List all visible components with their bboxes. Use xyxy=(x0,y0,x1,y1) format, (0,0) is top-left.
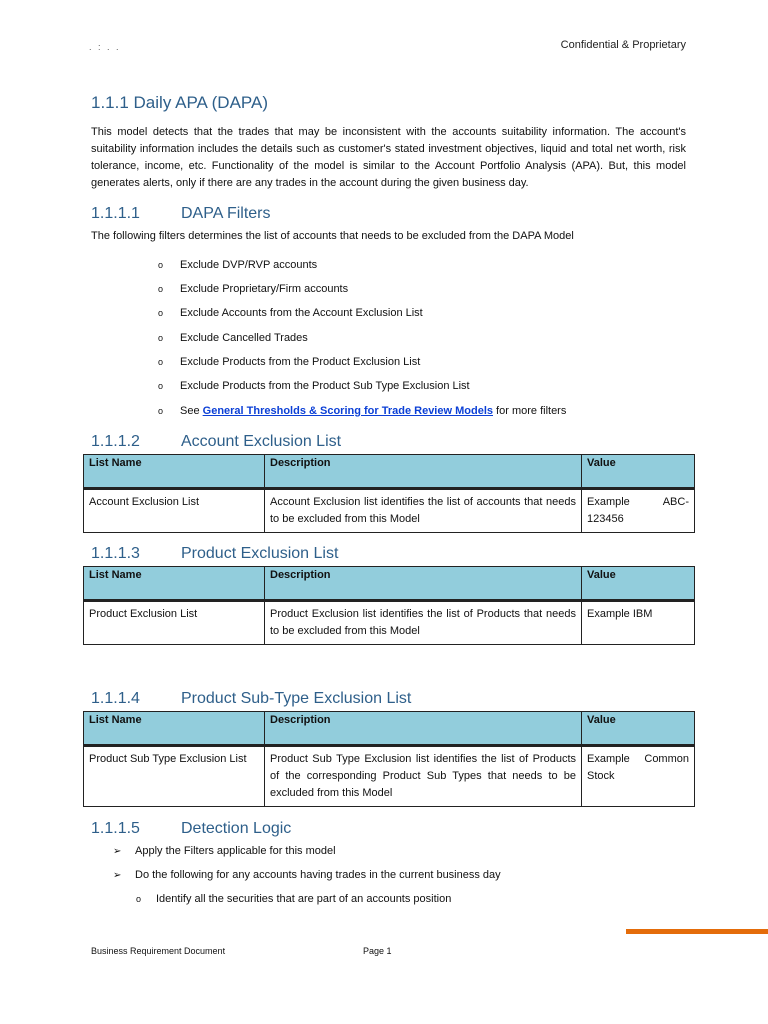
cell-name: Account Exclusion List xyxy=(84,489,265,533)
table-row xyxy=(84,746,695,807)
product-exclusion-heading: 1.1.1.3 Product Exclusion List xyxy=(91,545,339,562)
account-exclusion-table xyxy=(83,454,695,533)
header-confidential: Confidential & Proprietary xyxy=(560,39,686,51)
thresholds-link[interactable]: General Thresholds & Scoring for Trade Review Models xyxy=(202,405,493,417)
cell-value: Example Common Stock xyxy=(582,746,695,807)
cell-description: Product Exclusion list identifies the list of Products that needs to be excluded from this Model xyxy=(265,601,582,645)
col-description: Description xyxy=(265,712,582,746)
col-value: Value xyxy=(582,567,695,601)
filters-intro: The following filters determines the list of accounts that needs to be excluded from the DAPA Model xyxy=(91,230,574,242)
filter-item: o Exclude Accounts from the Account Exclusion List xyxy=(158,307,423,319)
footer-doc-title: Business Requirement Document xyxy=(91,946,226,956)
table-row xyxy=(84,489,695,533)
subtype-exclusion-table xyxy=(83,711,695,807)
cell-name: Product Sub Type Exclusion List xyxy=(84,746,265,807)
footer-accent-bar xyxy=(626,929,768,934)
cell-description: Product Sub Type Exclusion list identifies the list of Products of the corresponding Product Sub Types that needs to be excluded from this Model xyxy=(265,746,582,807)
col-list-name: List Name xyxy=(84,455,265,489)
cell-value: Example IBM xyxy=(582,601,695,645)
filter-item: o Exclude Products from the Product Sub Type Exclusion List xyxy=(158,380,470,392)
header-logo-mark: . : . . xyxy=(89,42,121,52)
col-value: Value xyxy=(582,455,695,489)
cell-description: Account Exclusion list identifies the list of accounts that needs to be excluded from this Model xyxy=(265,489,582,533)
intro-paragraph: This model detects that the trades that may be inconsistent with the accounts suitability information. The account's suitability information includes the details such as customer's stated investment objectives, liquid and total net worth, risk tolerance, income, etc. Functionality of the model is similar to the Account Portfolio Analysis (APA). But, this model generates alerts, only if there are any trades in the account during the given business day. xyxy=(91,126,686,189)
arrow-bullet-icon: ➢ xyxy=(113,870,122,881)
col-value: Value xyxy=(582,712,695,746)
col-description: Description xyxy=(265,567,582,601)
section-title: 1.1.1 Daily APA (DAPA) xyxy=(91,93,268,112)
account-exclusion-heading: 1.1.1.2 Account Exclusion List xyxy=(91,433,342,450)
filter-item: o Exclude Proprietary/Firm accounts xyxy=(158,283,349,295)
cell-value: Example ABC-123456 xyxy=(582,489,695,533)
filter-item: o Exclude Cancelled Trades xyxy=(158,332,308,344)
detection-step: ➢ Apply the Filters applicable for this model xyxy=(113,845,336,857)
detection-logic-heading: 1.1.1.5 Detection Logic xyxy=(91,820,292,837)
arrow-bullet-icon: ➢ xyxy=(113,846,122,857)
col-list-name: List Name xyxy=(84,712,265,746)
detection-step: ➢ Do the following for any accounts having trades in the current business day xyxy=(113,869,501,881)
footer-page-number: Page 1 xyxy=(363,946,392,956)
table-row xyxy=(84,601,695,645)
subtype-exclusion-heading: 1.1.1.4 Product Sub-Type Exclusion List xyxy=(91,690,412,707)
col-list-name: List Name xyxy=(84,567,265,601)
filter-item: o Exclude Products from the Product Exclusion List xyxy=(158,356,421,368)
col-description: Description xyxy=(265,455,582,489)
filter-item-see: o See General Thresholds & Scoring for Trade Review Models for more filters xyxy=(158,405,567,417)
detection-substep: o Identify all the securities that are part of an accounts position xyxy=(136,893,452,905)
filter-item: o Exclude DVP/RVP accounts xyxy=(158,259,318,271)
filters-heading: 1.1.1.1 DAPA Filters xyxy=(91,205,271,222)
cell-name: Product Exclusion List xyxy=(84,601,265,645)
product-exclusion-table xyxy=(83,566,695,645)
